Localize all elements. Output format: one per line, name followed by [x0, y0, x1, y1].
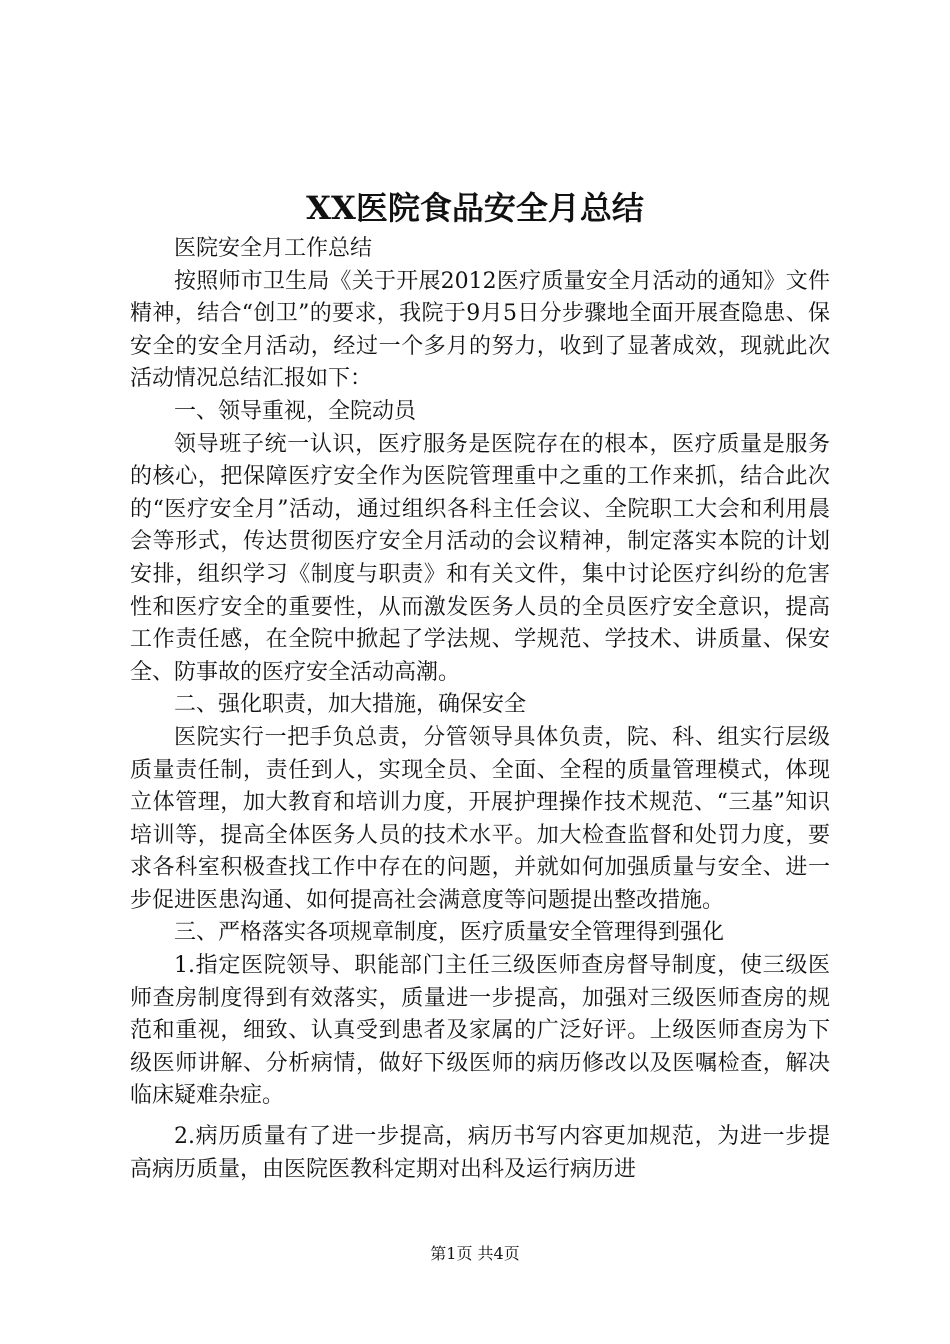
paragraph-subtitle: 医院安全月工作总结: [174, 236, 373, 261]
section-heading-1: 一、领导重视，全院动员: [174, 398, 417, 424]
paragraph-intro: 按照师市卫生局《关于开展2012医疗质量安全月活动的通知》文件精神，结合“创卫”的要求，我院于9月5日分步骤地全面开展查隐患、保安全的安全月活动，经过一个多月的努力，收到了显著成效，现就此次活动情况总结汇报如下：: [130, 268, 830, 392]
paragraph-section-1: 领导班子统一认识，医疗服务是医院存在的根本，医疗质量是服务的核心，把保障医疗安全作为医院管理重中之重的工作来抓，结合此次的“医疗安全月”活动，通过组织各科主任会议、全院职工大会和利用晨会等形式，传达贯彻医疗安全月活动的会议精神，制定落实本院的计划安排，组织学习《制度与职责》和有关文件，集中讨论医疗纠纷的危害性和医疗安全的重要性，从而激发医务人员的全员医疗安全意识，提高工作责任感，在全院中掀起了学法规、学规范、学技术、讲质量、保安全、防事故的医疗安全活动高潮。: [130, 431, 830, 685]
page-footer: 第1页 共4页: [430, 1244, 520, 1263]
document-title: XX医院食品安全月总结: [306, 189, 644, 227]
paragraph-section-2: 医院实行一把手负总责，分管领导具体负责，院、科、组实行层级质量责任制，责任到人，实现全员、全面、全程的质量管理模式，体现立体管理，加大教育和培训力度，开展护理操作技术规范、“三基”知识培训等，提高全体医务人员的技术水平。加大检查监督和处罚力度，要求各科室积极查找工作中存在的问题，并就如何加强质量与安全、进一步促进医患沟通、如何提高社会满意度等问题提出整改措施。: [130, 724, 830, 913]
paragraph-item-2: 2.病历质量有了进一步提高，病历书写内容更加规范，为进一步提高病历质量，由医院医教科定期对出科及运行病历进: [130, 1124, 830, 1182]
section-heading-2: 二、强化职责，加大措施，确保安全: [174, 692, 527, 718]
section-heading-3: 三、严格落实各项规章制度，医疗质量安全管理得到强化: [174, 920, 725, 946]
paragraph-item-1: 1.指定医院领导、职能部门主任三级医师查房督导制度，使三级医师查房制度得到有效落实，质量进一步提高，加强对三级医师查房的规范和重视，细致、认真受到患者及家属的广泛好评。上级医师查房为下级医师讲解、分析病情，做好下级医师的病历修改以及医嘱检查，解决临床疑难杂症。: [130, 953, 830, 1109]
document-body: [130, 233, 830, 1186]
